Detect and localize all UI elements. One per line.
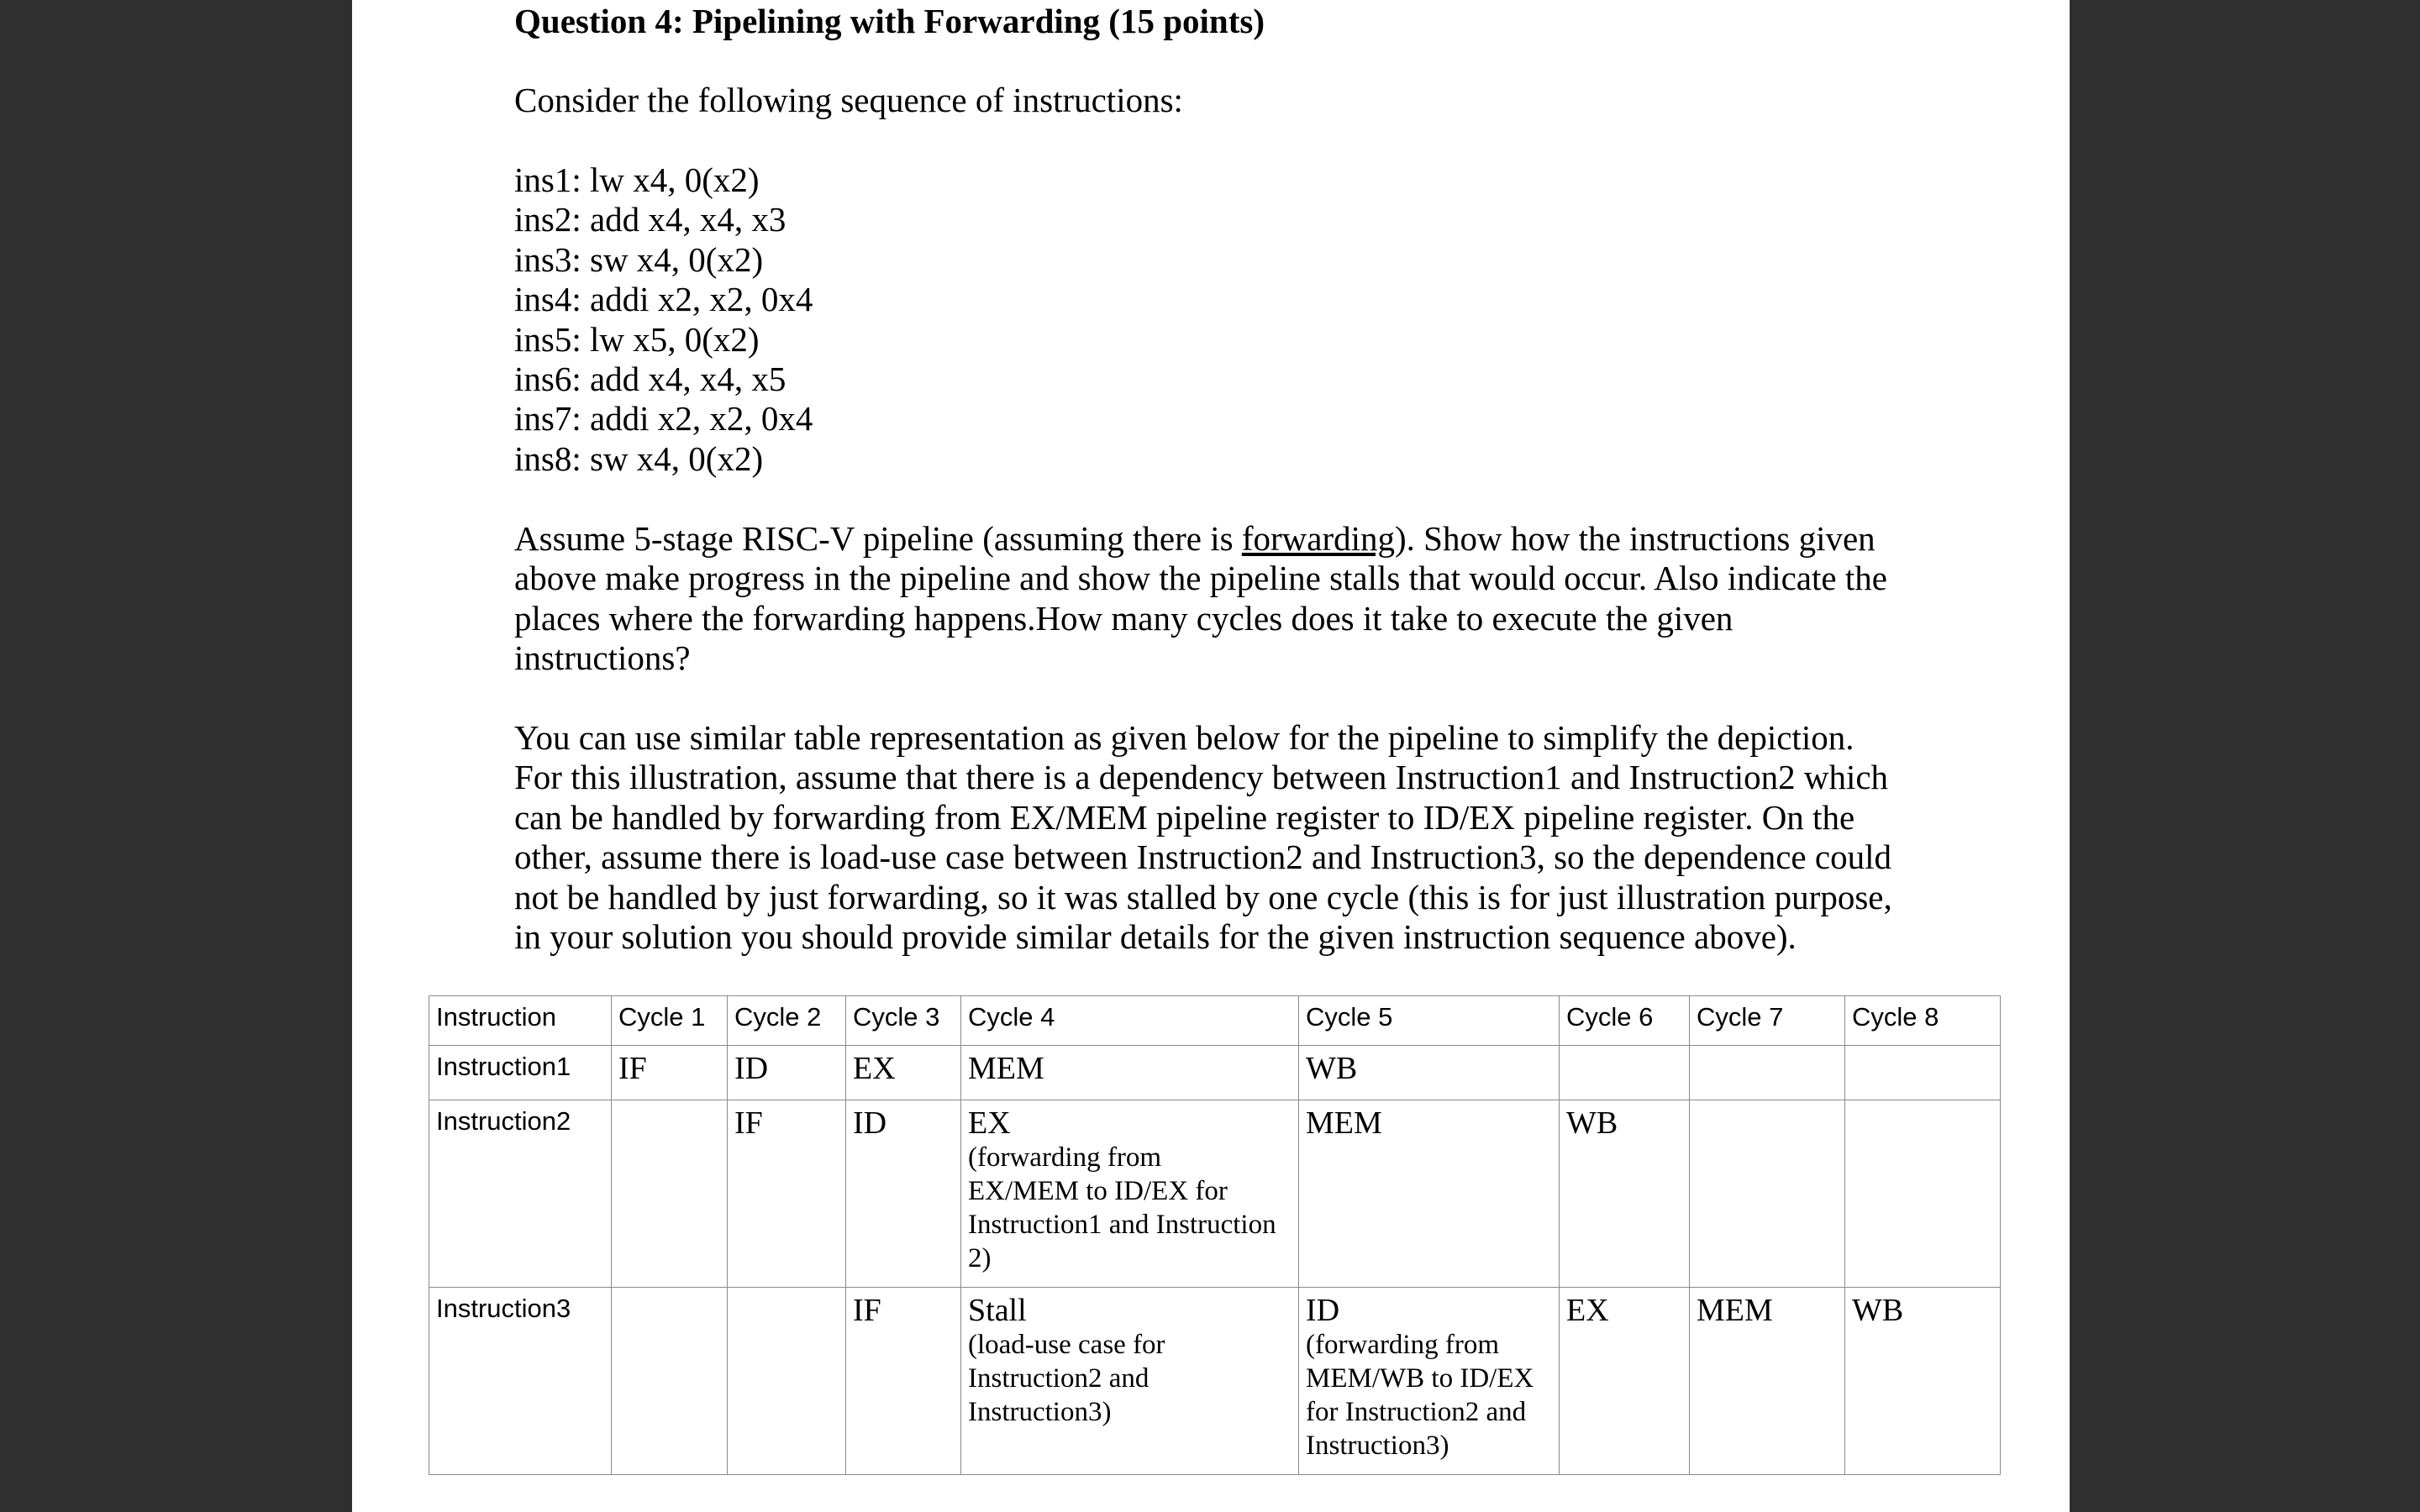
stage-label: IF bbox=[618, 1051, 647, 1086]
table-cell bbox=[1690, 1100, 1845, 1288]
table-cell bbox=[961, 1288, 1299, 1475]
stage-label: ID bbox=[1306, 1293, 1340, 1328]
instruction-line: ins1: lw x4, 0(x2) bbox=[514, 160, 760, 199]
table-cell bbox=[1299, 1046, 1560, 1100]
instruction-line: ins6: add x4, x4, x5 bbox=[514, 360, 786, 399]
table-cell bbox=[728, 1288, 846, 1475]
assume-text: Assume 5-stage RISC-V pipeline (assuming there is bbox=[514, 519, 1242, 558]
table-cell bbox=[1560, 1100, 1690, 1288]
cell-note: (forwarding from bbox=[968, 1142, 1162, 1173]
table-cell bbox=[846, 1046, 961, 1100]
row-header: Instruction3 bbox=[429, 1288, 612, 1475]
illustration-line: other, assume there is load-use case between Instruction2 and Instruction3, so the dependence could bbox=[514, 837, 1891, 877]
stage-label: WB bbox=[1566, 1105, 1618, 1141]
stage-label: MEM bbox=[1306, 1105, 1382, 1141]
stage-label: IF bbox=[734, 1105, 763, 1141]
assume-text: ). Show how the instructions given bbox=[1395, 519, 1876, 558]
stage-label: Stall bbox=[968, 1293, 1027, 1328]
illustration-line: not be handled by just forwarding, so it was stalled by one cycle (this is for just illustration purpose, bbox=[514, 877, 1892, 916]
instruction-line: ins4: addi x2, x2, 0x4 bbox=[514, 280, 813, 319]
table-cell bbox=[961, 1046, 1299, 1100]
forwarding-underlined: forwarding bbox=[1241, 519, 1395, 558]
table-row bbox=[429, 1288, 2001, 1475]
table-cell bbox=[1299, 1100, 1560, 1288]
table-cell bbox=[1560, 1046, 1690, 1100]
stage-label: MEM bbox=[968, 1051, 1044, 1086]
stage-label: ID bbox=[734, 1051, 769, 1086]
table-row bbox=[429, 1100, 2001, 1288]
table-header-row bbox=[429, 996, 2001, 1046]
instruction-line: ins8: sw x4, 0(x2) bbox=[514, 438, 764, 478]
assume-line: places where the forwarding happens.How many cycles does it take to execute the given bbox=[514, 598, 1733, 638]
table-cell bbox=[612, 1100, 728, 1288]
cell-note: (load-use case for bbox=[968, 1330, 1165, 1360]
stage-label: WB bbox=[1852, 1293, 1904, 1328]
table-cell bbox=[1690, 1288, 1845, 1475]
instruction-line: ins2: add x4, x4, x3 bbox=[514, 200, 786, 239]
cell-note: MEM/WB to ID/EX bbox=[1306, 1363, 1534, 1394]
illustration-line: in your solution you should provide similar details for the given instruction sequence above). bbox=[514, 917, 1797, 957]
cell-note: for Instruction2 and bbox=[1306, 1397, 1527, 1427]
assume-first-line bbox=[514, 519, 1887, 559]
table-cell bbox=[846, 1100, 961, 1288]
table-row bbox=[429, 1046, 2001, 1100]
pipeline-table bbox=[429, 995, 2001, 1475]
column-header: Cycle 8 bbox=[1845, 996, 2001, 1046]
stage-label: IF bbox=[853, 1293, 881, 1328]
table-cell bbox=[612, 1046, 728, 1100]
instruction-line: ins3: sw x4, 0(x2) bbox=[514, 239, 764, 279]
cell-note: 2) bbox=[968, 1243, 992, 1273]
illustration-line: You can use similar table representation as given below for the pipeline to simplify the depiction. bbox=[514, 718, 1854, 757]
stage-label: ID bbox=[853, 1105, 887, 1141]
cell-note: EX/MEM to ID/EX for bbox=[968, 1176, 1228, 1206]
column-header: Cycle 5 bbox=[1299, 996, 1560, 1046]
question-title: Question 4: Pipelining with Forwarding (15 points) bbox=[514, 2, 1265, 40]
illustration-line: can be handled by forwarding from EX/MEM pipeline register to ID/EX pipeline register. On the bbox=[514, 797, 1855, 837]
table-cell bbox=[846, 1288, 961, 1475]
stage-label: EX bbox=[968, 1105, 1011, 1141]
column-header: Cycle 1 bbox=[612, 996, 728, 1046]
table-cell bbox=[728, 1046, 846, 1100]
column-header: Instruction bbox=[429, 996, 612, 1046]
instruction-line: ins5: lw x5, 0(x2) bbox=[514, 319, 760, 359]
column-header: Cycle 3 bbox=[846, 996, 961, 1046]
stage-label: WB bbox=[1306, 1051, 1358, 1086]
cell-note: (forwarding from bbox=[1306, 1330, 1500, 1360]
cell-note: Instruction3) bbox=[968, 1397, 1112, 1427]
stage-label: MEM bbox=[1697, 1293, 1773, 1328]
table-cell bbox=[1299, 1288, 1560, 1475]
illustration-line: For this illustration, assume that there is a dependency between Instruction1 and Instruction2 which bbox=[514, 758, 1889, 797]
instruction-list bbox=[514, 160, 813, 479]
table-cell bbox=[1845, 1288, 2001, 1475]
assume-line: instructions? bbox=[514, 638, 691, 678]
stage-label: EX bbox=[1566, 1293, 1609, 1328]
cell-note: Instruction1 and Instruction bbox=[968, 1210, 1276, 1240]
table-cell bbox=[612, 1288, 728, 1475]
table-cell bbox=[1845, 1100, 2001, 1288]
column-header: Cycle 2 bbox=[728, 996, 846, 1046]
instruction-line: ins7: addi x2, x2, 0x4 bbox=[514, 399, 813, 438]
column-header: Cycle 6 bbox=[1560, 996, 1690, 1046]
document-page bbox=[352, 0, 2070, 1512]
illustration-paragraph bbox=[514, 718, 1892, 957]
column-header: Cycle 7 bbox=[1690, 996, 1845, 1046]
cell-note: Instruction3) bbox=[1306, 1431, 1449, 1461]
table-cell bbox=[728, 1100, 846, 1288]
column-header: Cycle 4 bbox=[961, 996, 1299, 1046]
table-cell bbox=[961, 1100, 1299, 1288]
stage-label: EX bbox=[853, 1051, 896, 1086]
table-cell bbox=[1690, 1046, 1845, 1100]
table-cell bbox=[1560, 1288, 1690, 1475]
row-header: Instruction2 bbox=[429, 1100, 612, 1288]
intro-paragraph: Consider the following sequence of instructions: bbox=[514, 81, 1183, 119]
assume-paragraph bbox=[514, 519, 1887, 679]
cell-note: Instruction2 and bbox=[968, 1363, 1150, 1394]
assume-line: above make progress in the pipeline and show the pipeline stalls that would occur. Also indicate the bbox=[514, 559, 1887, 598]
table-cell bbox=[1845, 1046, 2001, 1100]
row-header: Instruction1 bbox=[429, 1046, 612, 1100]
